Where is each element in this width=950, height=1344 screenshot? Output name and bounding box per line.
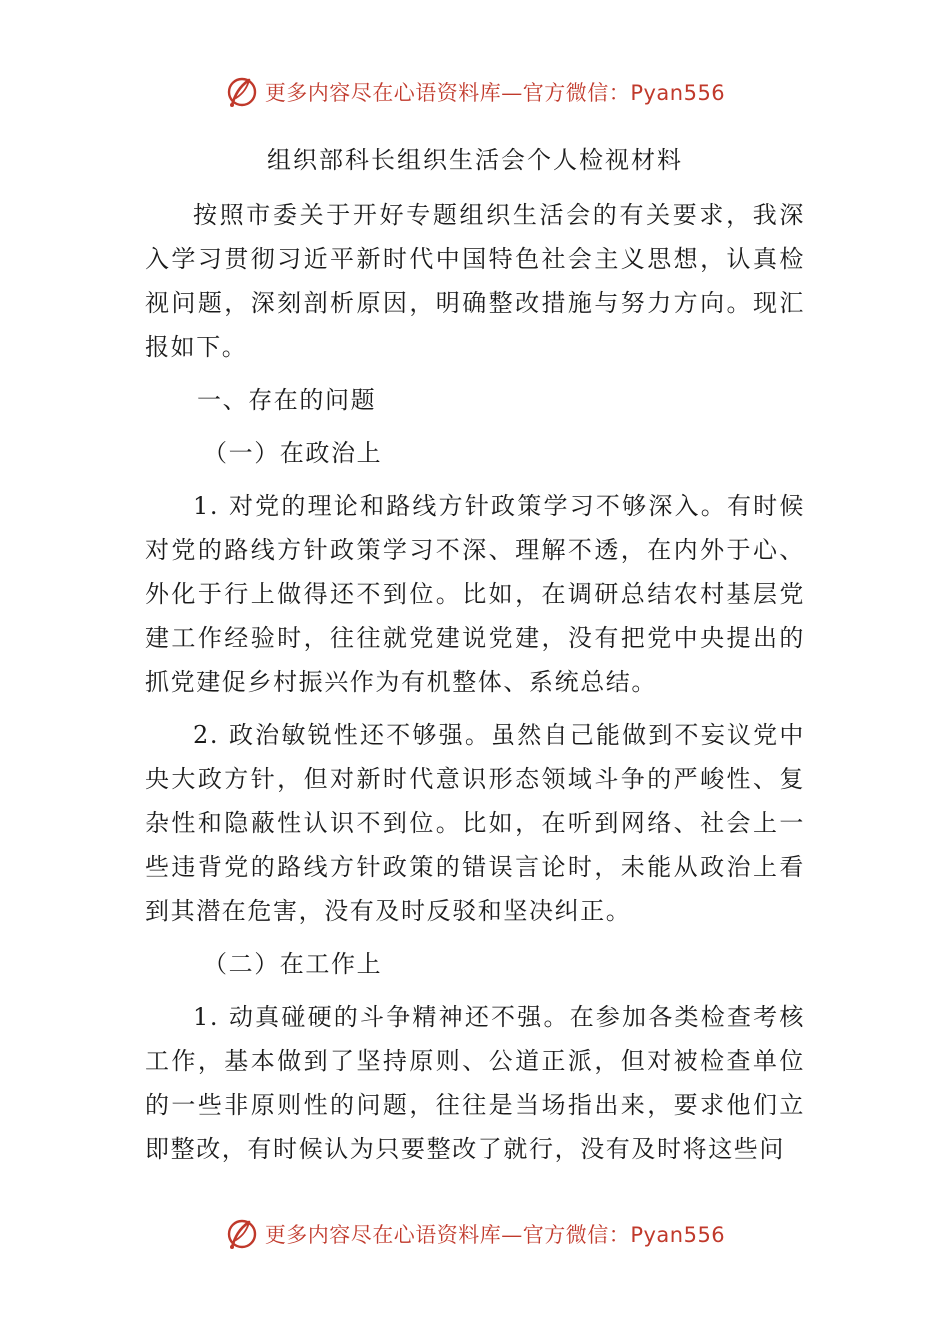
watermark-banner-bottom: [0, 1212, 950, 1256]
section-heading: 一、存在的问题: [197, 386, 377, 414]
subsection-heading: （二）在工作上: [203, 950, 383, 978]
intro-paragraph: 按照市委关于开好专题组织生活会的有关要求，我深入学习贯彻习近平新时代中国特色社会主义思想，认真检视问题，深刻剖析原因，明确整改措施与努力方向。现汇报如下。: [145, 201, 805, 361]
document-title: 组织部科长组织生活会个人检视材料: [267, 146, 683, 174]
watermark-text: [265, 77, 725, 107]
quill-logo-icon: [225, 1217, 259, 1251]
watermark-banner-top: [0, 70, 950, 114]
watermark-prefix: 更多内容尽在心语资料库—官方微信：: [264, 81, 631, 105]
subsection-heading: （一）在政治上: [203, 439, 383, 467]
document-body: [145, 193, 805, 1171]
paragraph-work-1: 1. 动真碰硬的斗争精神还不强。在参加各类检查考核工作，基本做到了坚持原则、公道正派，但对被检查单位的一些非原则性的问题，往往是当场指出来，要求他们立即整改，有时候认为只要整改了就行，没有及时将这些问: [145, 1003, 805, 1163]
wechat-id: Pyan556: [630, 81, 726, 105]
quill-logo-icon: [225, 75, 259, 109]
watermark-prefix: 更多内容尽在心语资料库—官方微信：: [264, 1223, 631, 1247]
watermark-text: [265, 1219, 725, 1249]
paragraph-political-2: 2. 政治敏锐性还不够强。虽然自己能做到不妄议党中央大政方针，但对新时代意识形态领域斗争的严峻性、复杂性和隐蔽性认识不到位。比如，在听到网络、社会上一些违背党的路线方针政策的错误言论时，未能从政治上看到其潜在危害，没有及时反驳和坚决纠正。: [145, 721, 805, 925]
paragraph-political-1: 1. 对党的理论和路线方针政策学习不够深入。有时候对党的路线方针政策学习不深、理解不透，在内外于心、外化于行上做得还不到位。比如，在调研总结农村基层党建工作经验时，往往就党建说党建，没有把党中央提出的抓党建促乡村振兴作为有机整体、系统总结。: [145, 492, 805, 696]
wechat-id: Pyan556: [630, 1223, 726, 1247]
